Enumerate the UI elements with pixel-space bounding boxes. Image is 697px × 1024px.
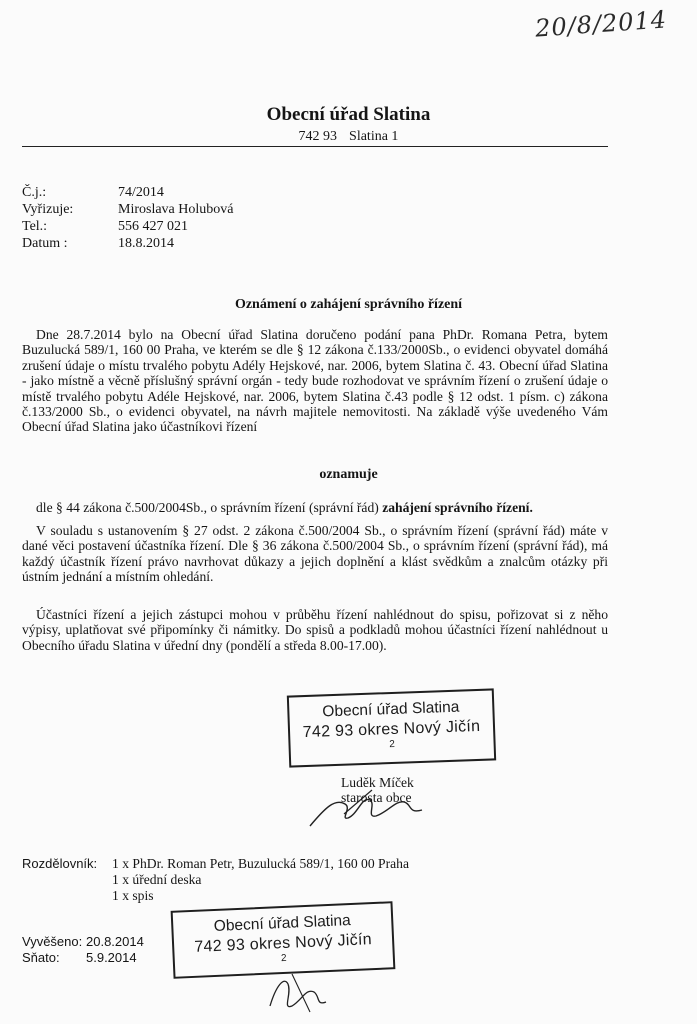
- stamp-number: 2: [280, 952, 287, 965]
- stamp-district: 742 93 okres Nový Jičín: [194, 931, 373, 956]
- stamp-number: 2: [389, 738, 396, 751]
- stamp-district: 742 93 okres Nový Jičín: [302, 717, 481, 742]
- stamp-office: Obecní úřad Slatina: [213, 912, 352, 935]
- signer-role: starosta obce: [341, 790, 412, 805]
- distribution-item: 1 x spis: [112, 888, 154, 903]
- handwritten-date: 20/8/2014: [534, 5, 668, 43]
- header-rule: [22, 146, 608, 147]
- reference-row: [22, 184, 233, 201]
- legal-basis-bold: zahájení správního řízení.: [382, 500, 533, 515]
- distribution-row: [22, 872, 409, 888]
- distribution-row: [22, 888, 409, 904]
- removed-label: Sňato:: [22, 950, 60, 965]
- paragraph-file-access: Účastníci řízení a jejich zástupci mohou v průběhu řízení nahlédnout do spisu, pořizovat si z něho výpisy, uplatňovat své připomínky či námitky. Do spisů a podkladů mohou účastníci řízení nahlédnout u Obecního úřadu Slatina v úřední dny (pondělí a středa 8.00-17.00).: [22, 607, 608, 653]
- postal-code: 742 93: [298, 129, 338, 144]
- reference-label: Č.j.:: [22, 185, 47, 200]
- posting-signature: [262, 966, 342, 1016]
- paragraph-filing: Dne 28.7.2014 bylo na Obecní úřad Slatina doručeno podání pana PhDr. Romana Petra, bytem Buzulucká 589/1, 160 00 Praha, ve kterém se dle § 12 zákona č.133/2000Sb., o evidenci obyvatel domáhá zrušení údaje o místu trvalého pobytu Adély Hejskové, nar. 2006, bytem Slatina č. 43. Obecní úřad Slatina - jako místně a věcně příslušný správní orgán - tedy bude rozhodovat ve správním řízení o zrušení údaje o místě trvalého pobytu Adéle Hejskové, nar. 2006, bytem Slatina č.43 podle § 12 odst. 1 písm. c) zákona č.133/2000 Sb., o evidenci obyvatel, na návrh majitele nemovitosti. Na základě výše uvedeného Vám Obecní úřad Slatina jako účastníkovi řízení: [22, 327, 608, 435]
- signer-name: Luděk Míček: [341, 775, 414, 790]
- notice-title: Oznámení o zahájení správního řízení: [234, 297, 463, 312]
- distribution-row: [22, 856, 409, 872]
- posted-value: 20.8.2014: [86, 934, 144, 949]
- handler-row: [22, 201, 233, 218]
- reference-value: 74/2014: [118, 185, 164, 200]
- place: Slatina 1: [349, 129, 399, 144]
- paragraph-legal-basis: [22, 500, 608, 515]
- posted-row: [22, 934, 144, 950]
- distribution-item: 1 x úřední deska: [112, 872, 202, 887]
- handler-value: Miroslava Holubová: [118, 202, 234, 217]
- phone-label: Tel.:: [22, 219, 48, 234]
- distribution-item: 1 x PhDr. Roman Petr, Buzulucká 589/1, 160 00 Praha: [112, 856, 409, 871]
- posting-dates: [22, 934, 144, 966]
- announce-heading: oznamuje: [319, 467, 378, 482]
- signer-block: [341, 775, 414, 805]
- office-name: Obecní úřad Slatina: [266, 104, 431, 125]
- date-row: [22, 235, 233, 252]
- removed-row: [22, 950, 144, 966]
- distribution-label: Rozdělovník:: [22, 856, 98, 871]
- phone-row: [22, 218, 233, 235]
- removed-value: 5.9.2014: [86, 950, 137, 965]
- distribution-list: [22, 856, 409, 904]
- office-address: [0, 129, 697, 145]
- handler-label: Vyřizuje:: [22, 202, 74, 217]
- date-value: 18.8.2014: [118, 236, 174, 251]
- date-label: Datum :: [22, 236, 68, 251]
- phone-value: 556 427 021: [118, 219, 188, 234]
- posted-label: Vyvěšeno:: [22, 934, 83, 949]
- reference-block: [22, 184, 233, 252]
- office-stamp: [287, 688, 496, 767]
- stamp-office: Obecní úřad Slatina: [322, 698, 460, 721]
- paragraph-rights: V souladu s ustanovením § 27 odst. 2 zákona č.500/2004 Sb., o správním řízení (správní řád) máte v dané věci postavení účastníka řízení. Dle § 36 zákona č.500/2004 Sb., o správním řízení (správní řád), má každý účastník řízení právo navrhovat důkazy a jejich doplnění a klást svědkům a znalcům otázky při ústním jednání a místním ohledání.: [22, 523, 608, 585]
- legal-basis-text: dle § 44 zákona č.500/2004Sb., o správním řízení (správní řád): [36, 500, 379, 515]
